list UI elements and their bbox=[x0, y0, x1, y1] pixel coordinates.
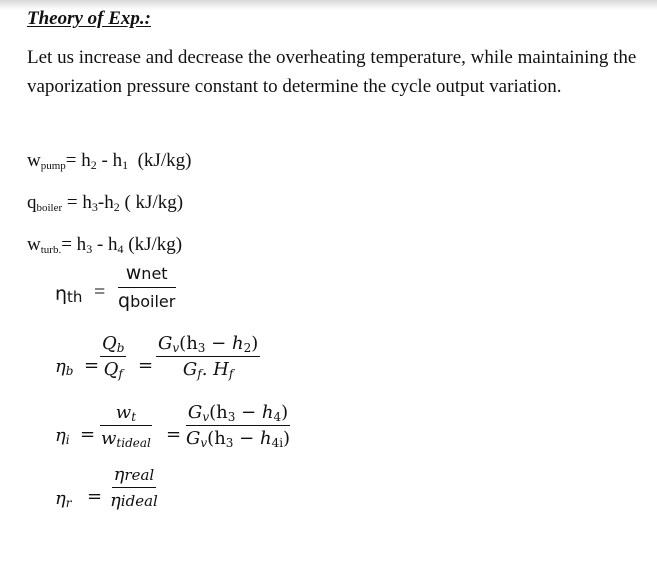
boiler-heat-sub-b: 2 bbox=[113, 200, 120, 214]
eta-th-fraction bbox=[116, 262, 177, 312]
eta-i-den-1 bbox=[99, 426, 153, 449]
eta-b-num2-h2-sub: 2 bbox=[243, 341, 252, 355]
eta-r-eta: η bbox=[55, 488, 66, 509]
pump-work-unit: (kJ/kg) bbox=[128, 150, 192, 171]
eta-b-den2-h-sub: f bbox=[228, 367, 234, 381]
eta-i-num-1 bbox=[100, 402, 152, 426]
eta-b-den1-sub: f bbox=[118, 367, 123, 381]
eta-b-num1-q: Q bbox=[102, 333, 117, 354]
eta-i-num1-sub: t bbox=[131, 410, 137, 424]
turbine-work-minus: - h bbox=[92, 234, 118, 255]
eta-r-numerator bbox=[112, 464, 157, 488]
eta-i-num2-minus: − h bbox=[235, 402, 274, 423]
eta-b-fraction-2 bbox=[156, 333, 260, 380]
eta-b-num2-g-sub: v bbox=[172, 341, 180, 355]
eta-b-equals-1: = bbox=[84, 355, 100, 376]
intro-paragraph: Let us increase and decrease the overheating temperature, while maintaining the vaporization pressure constant to determine the cycle output variation. bbox=[27, 47, 637, 97]
eta-b-num-2 bbox=[156, 333, 260, 357]
pump-work-rhs: = h bbox=[65, 150, 91, 171]
eta-i-den2-h: (h bbox=[207, 428, 226, 449]
boiler-heat-minus: -h bbox=[97, 192, 114, 213]
eta-b-eta: η bbox=[55, 356, 66, 377]
eta-b-num2-g: G bbox=[158, 333, 173, 354]
eta-i-den-2 bbox=[184, 426, 292, 449]
eta-b-den2-g-sub: f bbox=[197, 367, 202, 381]
pump-work-sub-a: 2 bbox=[90, 158, 97, 172]
eta-b-symbol bbox=[55, 356, 73, 377]
pump-work-symbol: w bbox=[27, 150, 41, 171]
eta-r-denominator bbox=[108, 488, 160, 511]
pump-work-subscript: pump bbox=[40, 160, 66, 172]
eta-i-num2-h4-sub: 4 bbox=[273, 410, 282, 424]
eta-i-den2-g-sub: v bbox=[200, 436, 208, 450]
turbine-work-symbol: w bbox=[27, 234, 41, 255]
eta-b-den-2 bbox=[181, 357, 235, 380]
eta-r-den-eta: η bbox=[110, 490, 121, 511]
boiler-heat-sub-a: 3 bbox=[91, 200, 98, 214]
eta-i-num1-w: w bbox=[115, 402, 132, 423]
pump-work-sub-b: 1 bbox=[122, 158, 129, 172]
eta-b-equals-2: = bbox=[138, 355, 154, 376]
turbine-work-sub-a: 3 bbox=[86, 242, 93, 256]
eta-b-den2-g: G bbox=[182, 359, 198, 380]
boiler-heat-subscript: boiler bbox=[36, 202, 63, 214]
section-heading: Theory of Exp.: bbox=[27, 8, 152, 29]
boiler-heat-unit: ( kJ/kg) bbox=[119, 192, 184, 213]
eta-th-eta: η bbox=[55, 283, 68, 305]
eta-i-den2-h-sub: 3 bbox=[225, 436, 234, 450]
eta-th-numerator bbox=[118, 262, 176, 288]
eta-i-den2-g: G bbox=[186, 428, 201, 449]
eta-th-sub: th bbox=[67, 288, 83, 306]
eta-i-equals-2: = bbox=[166, 424, 182, 445]
equation-pump-work bbox=[27, 150, 191, 172]
eta-th-den-q: q bbox=[118, 290, 131, 312]
equation-turbine-work bbox=[27, 234, 182, 256]
eta-i-eta: η bbox=[55, 425, 66, 446]
eta-r-num-eta: η bbox=[113, 464, 125, 485]
eta-b-num-1 bbox=[100, 333, 126, 357]
eta-th-num-w: w bbox=[125, 262, 142, 284]
turbine-work-unit: (kJ/kg) bbox=[123, 234, 183, 255]
eta-b-fraction-1 bbox=[100, 333, 126, 380]
eta-b-num2-close: ) bbox=[251, 333, 259, 354]
eta-i-den2-minus: − h bbox=[233, 428, 272, 449]
eta-b-num2-minus: − h bbox=[205, 333, 244, 354]
eta-r-fraction bbox=[108, 464, 160, 511]
eta-i-den2-close: ) bbox=[283, 428, 291, 449]
eta-i-sub: i bbox=[65, 433, 70, 447]
eta-i-num2-h: (h bbox=[209, 402, 228, 423]
eta-th-equals: = bbox=[94, 281, 106, 303]
eta-b-sub: b bbox=[65, 364, 74, 378]
eta-th-den-sub: boiler bbox=[130, 292, 176, 311]
eta-th-denominator bbox=[116, 288, 177, 312]
eta-b-num2-h-sub: 3 bbox=[197, 341, 206, 355]
eta-i-den1-sub: tideal bbox=[116, 436, 151, 450]
eta-i-equals-1: = bbox=[80, 424, 96, 445]
boiler-heat-symbol: q bbox=[27, 192, 37, 213]
turbine-work-subscript: turb. bbox=[40, 244, 62, 256]
pump-work-minus: - h bbox=[96, 150, 123, 171]
eta-i-num2-g: G bbox=[187, 402, 203, 423]
eta-i-num2-h-sub: 3 bbox=[227, 410, 236, 424]
eta-b-num1-sub: b bbox=[116, 341, 125, 355]
eta-i-num2-close: ) bbox=[281, 402, 289, 423]
thermal-eff-symbol bbox=[55, 283, 82, 305]
eta-i-num2-g-sub: v bbox=[202, 410, 210, 424]
eta-r-symbol bbox=[55, 488, 72, 509]
eta-r-sub: r bbox=[65, 496, 72, 510]
eta-r-den-sub: ideal bbox=[120, 492, 158, 510]
eta-b-den-1 bbox=[102, 357, 125, 380]
turbine-work-sub-b: 4 bbox=[117, 242, 124, 256]
eta-b-den1-q: Q bbox=[103, 359, 119, 380]
eta-i-num-2 bbox=[186, 402, 290, 426]
eta-b-den2-h: . H bbox=[201, 359, 229, 380]
eta-i-den1-w: w bbox=[101, 428, 117, 449]
eta-i-symbol bbox=[55, 425, 70, 446]
eta-r-equals: = bbox=[87, 486, 103, 507]
eta-r-num-sub: real bbox=[124, 466, 155, 484]
eta-i-den2-h4i-sub: 4i bbox=[271, 436, 284, 450]
eta-th-num-sub: net bbox=[141, 264, 168, 283]
eta-i-fraction-1 bbox=[99, 402, 153, 449]
equation-boiler-heat bbox=[27, 192, 183, 214]
eta-i-fraction-2 bbox=[184, 402, 292, 449]
boiler-heat-rhs: = h bbox=[62, 192, 92, 213]
turbine-work-rhs: = h bbox=[61, 234, 87, 255]
eta-b-num2-h: (h bbox=[179, 333, 198, 354]
